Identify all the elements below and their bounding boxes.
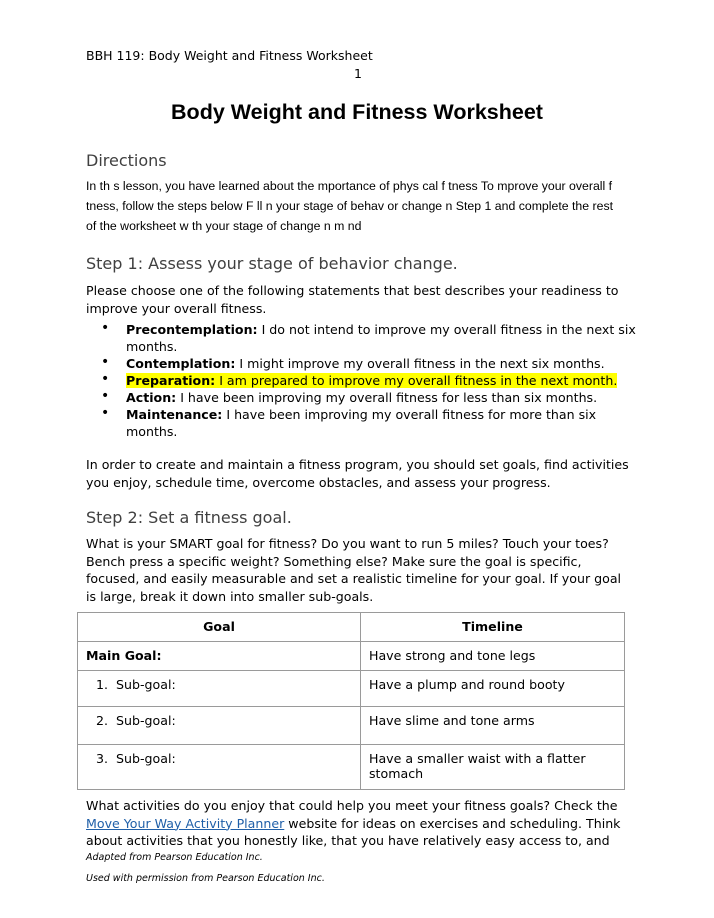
stage-list bbox=[86, 321, 636, 440]
directions-text: In th s lesson, you have learned about the mportance of phys cal f tness To mprove your overall f tness, follow the steps below F ll n your stage of behav or change n Step 1 and complete the rest of the worksheet w th your stage of change n m nd bbox=[86, 179, 614, 233]
main-goal-value[interactable]: Have strong and tone legs bbox=[361, 642, 625, 671]
running-header: BBH 119: Body Weight and Fitness Worksheet bbox=[86, 48, 373, 63]
bullet-icon: • bbox=[101, 320, 110, 336]
stage-text: I have been improving my overall fitness for more than six months. bbox=[126, 407, 597, 439]
bullet-icon: • bbox=[101, 354, 110, 370]
bullet-icon: • bbox=[101, 371, 110, 387]
stage-text: I might improve my overall fitness in the next six months. bbox=[235, 356, 605, 371]
stage-text: I am prepared to improve my overall fitness in the next month. bbox=[215, 373, 618, 388]
list-item bbox=[86, 406, 636, 440]
sub-goal-value[interactable]: Have slime and tone arms bbox=[361, 707, 625, 745]
bullet-icon: • bbox=[101, 388, 110, 404]
stage-label: Action: bbox=[126, 390, 177, 405]
sub-goal-value[interactable]: Have a smaller waist with a flatter stomach bbox=[361, 745, 625, 790]
activities-paragraph: What activities do you enjoy that could help you meet your fitness goals? Check the Move Your Way Activity Planner website for ideas on exercises and scheduling. Think about activities that you honestly like, that you have relatively easy access to, and bbox=[86, 798, 621, 848]
list-item-selected bbox=[86, 372, 636, 389]
list-item bbox=[86, 389, 636, 406]
step1-intro: Please choose one of the following statements that best describes your readiness to improve your overall fitness. bbox=[86, 283, 619, 316]
table-row bbox=[78, 671, 625, 707]
table-row bbox=[78, 745, 625, 790]
sub-goal-label: 1. Sub-goal: bbox=[78, 671, 361, 707]
stage-label: Contemplation: bbox=[126, 356, 236, 371]
stage-text: I have been improving my overall fitness for less than six months. bbox=[176, 390, 598, 405]
footer-adapted: Adapted from Pearson Education Inc. bbox=[86, 852, 263, 863]
table-header-row bbox=[78, 613, 625, 642]
main-goal-label: Main Goal: bbox=[78, 642, 361, 671]
table-row bbox=[78, 707, 625, 745]
page-number: 1 bbox=[354, 66, 362, 81]
step1-followup: In order to create and maintain a fitness program, you should set goals, find activities you enjoy, schedule time, overcome obstacles, and assess your progress. bbox=[86, 457, 629, 490]
list-item bbox=[86, 355, 636, 372]
activity-planner-link[interactable]: Move Your Way Activity Planner bbox=[86, 815, 285, 831]
directions-heading: Directions bbox=[86, 151, 167, 170]
step2-intro: What is your SMART goal for fitness? Do you want to run 5 miles? Touch your toes? Bench press a specific weight? Something else? Make sure the goal is specific, focused, and easily measurable and set a realistic timeline for your goal. If your goal is large, break it down into smaller sub-goals. bbox=[86, 536, 622, 604]
step2-heading: Step 2: Set a fitness goal. bbox=[86, 508, 292, 527]
step1-heading: Step 1: Assess your stage of behavior change. bbox=[86, 254, 458, 273]
timeline-column-header: Timeline bbox=[361, 613, 625, 642]
goal-column-header: Goal bbox=[78, 613, 361, 642]
stage-text: I do not intend to improve my overall fitness in the next six months. bbox=[126, 322, 636, 354]
goals-table bbox=[77, 612, 625, 790]
stage-label: Maintenance: bbox=[126, 407, 223, 422]
bullet-icon: • bbox=[101, 405, 110, 421]
sub-goal-label: 2. Sub-goal: bbox=[78, 707, 361, 745]
highlighted-selection bbox=[126, 373, 617, 388]
table-row bbox=[78, 642, 625, 671]
list-item bbox=[86, 321, 636, 355]
stage-label: Precontemplation: bbox=[126, 322, 258, 337]
document-title: Body Weight and Fitness Worksheet bbox=[171, 100, 543, 124]
footer-permission: Used with permission from Pearson Education Inc. bbox=[86, 873, 325, 884]
stage-label: Preparation: bbox=[126, 373, 216, 388]
sub-goal-value[interactable]: Have a plump and round booty bbox=[361, 671, 625, 707]
sub-goal-label: 3. Sub-goal: bbox=[78, 745, 361, 790]
